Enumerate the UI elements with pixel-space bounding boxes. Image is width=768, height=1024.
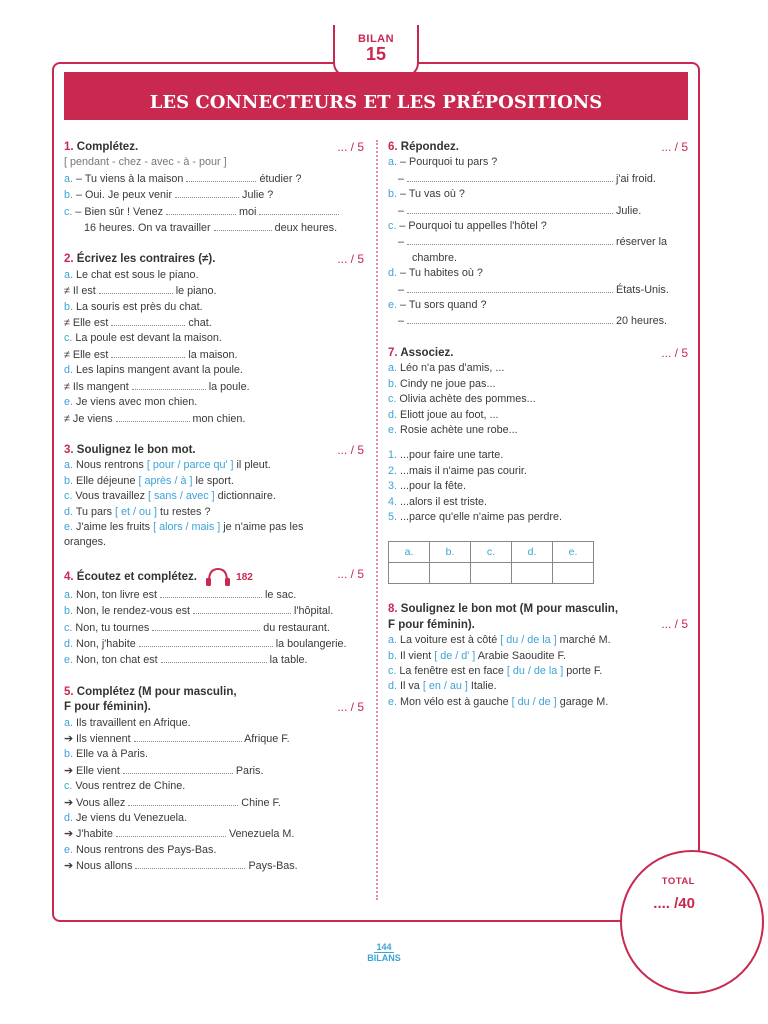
- list-item: b. Elle va à Paris.: [64, 748, 149, 761]
- list-item: d. Tu pars [ et / ou ] tu restes ?: [64, 505, 211, 518]
- table-header: c.: [471, 542, 512, 563]
- table-header: d.: [512, 542, 553, 563]
- answer-blank[interactable]: [186, 171, 256, 182]
- list-item: c. Non, tu tournes du restaurant.: [64, 621, 330, 634]
- answer-blank[interactable]: [175, 187, 239, 198]
- section-5: [64, 685, 364, 875]
- section-2: [64, 252, 364, 426]
- choice-bracket[interactable]: [ pour / parce qu' ]: [146, 459, 234, 472]
- list-item: ➔ Ils viennent Afrique F.: [64, 733, 290, 745]
- section-score: ... / 5: [337, 442, 364, 457]
- list-item: a. – Tu viens à la maison étudier ?: [64, 172, 302, 185]
- footer-label: BILANS: [367, 953, 401, 963]
- list-item: e. J'aime les fruits [ alors / mais ] je n'aime pas les: [64, 520, 304, 533]
- list-item: e. Nous rentrons des Pays-Bas.: [64, 843, 217, 856]
- list-item: c. Vous travaillez [ sans / avec ] dictionnaire.: [64, 490, 276, 503]
- answer-blank[interactable]: [134, 731, 242, 742]
- section-score: ... / 5: [661, 617, 688, 632]
- section-score: ... / 5: [661, 345, 688, 360]
- list-item: c. – Bien sûr ! Venez moi: [64, 204, 364, 220]
- list-item: e. Non, ton chat est la table.: [64, 654, 308, 667]
- list-item: b. La souris est près du chat.: [64, 300, 203, 313]
- list-item: a. Ils travaillent en Afrique.: [64, 716, 191, 729]
- list-item: d. Il va [ en / au ] Italie.: [388, 680, 497, 693]
- answer-blank[interactable]: [214, 220, 272, 231]
- choice-bracket[interactable]: [ du / de ]: [511, 695, 557, 708]
- total-circle: [620, 850, 764, 994]
- page-footer: [0, 942, 768, 963]
- list-item: e. Je viens avec mon chien.: [64, 396, 198, 409]
- list-item: ➔ J'habite Venezuela M.: [64, 828, 295, 841]
- list-item: a. Léo n'a pas d'amis, ...: [388, 362, 505, 375]
- section-1: [64, 140, 364, 236]
- answer-blank[interactable]: [135, 858, 245, 869]
- list-item: a. – Pourquoi tu pars ?: [388, 156, 498, 169]
- left-column: [64, 140, 364, 891]
- list-item: b. Elle déjeune [ après / à ] le sport.: [64, 474, 234, 487]
- section-title: 6. Répondez. ... / 5: [388, 140, 688, 154]
- list-item: a. La voiture est à côté [ du / de la ] marché M.: [388, 634, 611, 647]
- choice-bracket[interactable]: [ du / de la ]: [506, 664, 564, 677]
- list-item: c. – Pourquoi tu appelles l'hôtel ?: [388, 220, 547, 233]
- section-score: ... / 5: [337, 566, 364, 581]
- section-8: [388, 602, 688, 710]
- list-item: e. Rosie achète une robe...: [388, 423, 518, 436]
- list-item: d. – Tu habites où ?: [388, 267, 483, 280]
- answer-blank[interactable]: [132, 379, 206, 390]
- answer-blank[interactable]: [123, 763, 233, 774]
- section-score: ... / 5: [337, 252, 364, 267]
- list-item: 5. ...parce qu'elle n'aime pas perdre.: [388, 510, 562, 523]
- answer-cell[interactable]: [553, 563, 594, 584]
- list-item: oranges.: [64, 536, 107, 549]
- list-item: ➔ Nous allons Pays-Bas.: [64, 860, 298, 873]
- list-item: – réserver la: [398, 236, 668, 249]
- section-score: ... / 5: [337, 140, 364, 154]
- answer-blank[interactable]: [407, 234, 613, 245]
- answer-blank[interactable]: [161, 652, 267, 663]
- choice-bracket[interactable]: [ alors / mais ]: [153, 520, 221, 533]
- answer-blank[interactable]: [407, 313, 613, 324]
- bilan-tab: [333, 25, 419, 77]
- answer-blank[interactable]: [152, 620, 260, 631]
- table-header: e.: [553, 542, 594, 563]
- answer-blank[interactable]: [407, 282, 613, 293]
- list-item: – Julie.: [398, 204, 642, 217]
- choice-bracket[interactable]: [ en / au ]: [422, 680, 468, 693]
- answer-blank[interactable]: [166, 204, 236, 215]
- list-item: – j'ai froid.: [398, 172, 656, 185]
- total-box: [625, 876, 695, 912]
- choice-bracket[interactable]: [ de / d' ]: [434, 649, 476, 662]
- table-header: b.: [430, 542, 471, 563]
- list-item: chambre.: [412, 251, 458, 264]
- list-item: 1. ...pour faire une tarte.: [388, 449, 504, 462]
- list-item: 4. ...alors il est triste.: [388, 495, 488, 508]
- list-item: ≠ Il est le piano.: [64, 285, 217, 298]
- answer-blank[interactable]: [128, 795, 238, 806]
- page-title: LES CONNECTEURS ET LES PRÉPOSITIONS: [64, 72, 688, 120]
- audio-track-number: 182: [236, 571, 253, 583]
- list-item: d. Non, j'habite la boulangerie.: [64, 637, 347, 650]
- bilan-label: BILAN: [357, 33, 395, 45]
- list-item: 2. ...mais il n'aime pas courir.: [388, 464, 527, 477]
- section-title: 3. Soulignez le bon mot. ... / 5: [64, 442, 364, 457]
- list-item: d. Les lapins mangent avant la poule.: [64, 364, 243, 377]
- answer-blank[interactable]: [99, 283, 173, 294]
- list-item: b. Cindy ne joue pas...: [388, 377, 496, 390]
- list-item: – États-Unis.: [398, 283, 669, 296]
- answer-blank[interactable]: [139, 636, 273, 647]
- section-title: 8. Soulignez le bon mot (M pour masculin, F pour féminin). ... / 5: [388, 603, 688, 632]
- answer-blank[interactable]: [407, 171, 613, 182]
- list-item: ≠ Elle est chat.: [64, 317, 212, 330]
- column-divider: [376, 140, 378, 900]
- section-7: [388, 346, 688, 584]
- section-score: ... / 5: [337, 699, 364, 714]
- bilan-number: 15: [365, 44, 387, 64]
- section-6: [388, 140, 688, 330]
- answer-blank[interactable]: [407, 203, 613, 214]
- answer-blank[interactable]: [111, 347, 185, 358]
- list-item: a. Le chat est sous le piano.: [64, 268, 199, 281]
- list-item: d. Je viens du Venezuela.: [64, 812, 188, 825]
- list-item: a. Nous rentrons [ pour / parce qu' ] il pleut.: [64, 459, 271, 472]
- section-title: 7. Associez. ... / 5: [388, 345, 688, 360]
- list-item: c. Vous rentrez de Chine.: [64, 780, 186, 793]
- list-item: d. Eliott joue au foot, ...: [388, 408, 499, 421]
- answer-blank[interactable]: [160, 587, 262, 598]
- choice-bracket[interactable]: [ sans / avec ]: [148, 490, 215, 503]
- list-item: e. Mon vélo est à gauche [ du / de ] garage M.: [388, 695, 609, 708]
- answer-blank[interactable]: [111, 315, 185, 326]
- list-item: ➔ Elle vient Paris.: [64, 764, 264, 777]
- headphones-icon[interactable]: [203, 567, 233, 587]
- word-bank: [ pendant - chez - avec - à - pour ]: [64, 156, 227, 169]
- section-title: 4. Écoutez et complétez. 182 ... / 5: [64, 567, 364, 587]
- list-item: b. Il vient [ de / d' ] Arabie Saoudite F.: [388, 649, 566, 662]
- list-item: – 20 heures.: [398, 315, 668, 328]
- total-label: TOTAL: [661, 876, 695, 887]
- list-item: b. Non, le rendez-vous est l'hôpital.: [64, 605, 334, 618]
- answer-cell[interactable]: [471, 563, 512, 584]
- list-item: ≠ Elle est la maison.: [64, 348, 238, 361]
- answer-blank[interactable]: [116, 411, 190, 422]
- answer-blank[interactable]: [259, 204, 339, 215]
- total-score: .... /40: [653, 895, 695, 912]
- list-item: ≠ Ils mangent la poule.: [64, 380, 250, 393]
- section-title: 2. Écrivez les contraires (≠). ... / 5: [64, 252, 364, 267]
- list-item: c. Olivia achète des pommes...: [388, 393, 536, 406]
- list-item: ➔ Vous allez Chine F.: [64, 796, 281, 809]
- section-3: [64, 443, 364, 551]
- table-header: a.: [389, 542, 430, 563]
- answer-blank[interactable]: [116, 826, 226, 837]
- right-column: [388, 140, 688, 726]
- answer-cell[interactable]: [389, 563, 430, 584]
- choice-bracket[interactable]: [ et / ou ]: [115, 505, 158, 518]
- section-score: ... / 5: [661, 140, 688, 154]
- list-item: a. Non, ton livre est le sac.: [64, 588, 297, 601]
- choice-bracket[interactable]: [ après / à ]: [138, 474, 193, 487]
- answer-cell[interactable]: [430, 563, 471, 584]
- list-item: ≠ Je viens mon chien.: [64, 412, 246, 425]
- list-item: 16 heures. On va travailler deux heures.: [84, 222, 338, 235]
- list-item: e. – Tu sors quand ?: [388, 299, 487, 312]
- list-item: b. – Tu vas où ?: [388, 188, 465, 201]
- answer-cell[interactable]: [512, 563, 553, 584]
- section-4: [64, 567, 364, 669]
- section-title: 1. Complétez. ... / 5: [64, 140, 364, 154]
- list-item: c. La fenêtre est en face [ du / de la ] porte F.: [388, 664, 603, 677]
- list-item: b. – Oui. Je peux venir Julie ?: [64, 189, 274, 202]
- answer-blank[interactable]: [193, 603, 291, 614]
- association-table: [388, 541, 594, 584]
- choice-bracket[interactable]: [ du / de la ]: [500, 634, 557, 647]
- list-item: 3. ...pour la fête.: [388, 480, 467, 493]
- page-number: 144: [376, 942, 392, 952]
- list-item: c. La poule est devant la maison.: [64, 332, 222, 345]
- section-title: 5. Complétez (M pour masculin, F pour féminin). ... / 5: [64, 685, 364, 714]
